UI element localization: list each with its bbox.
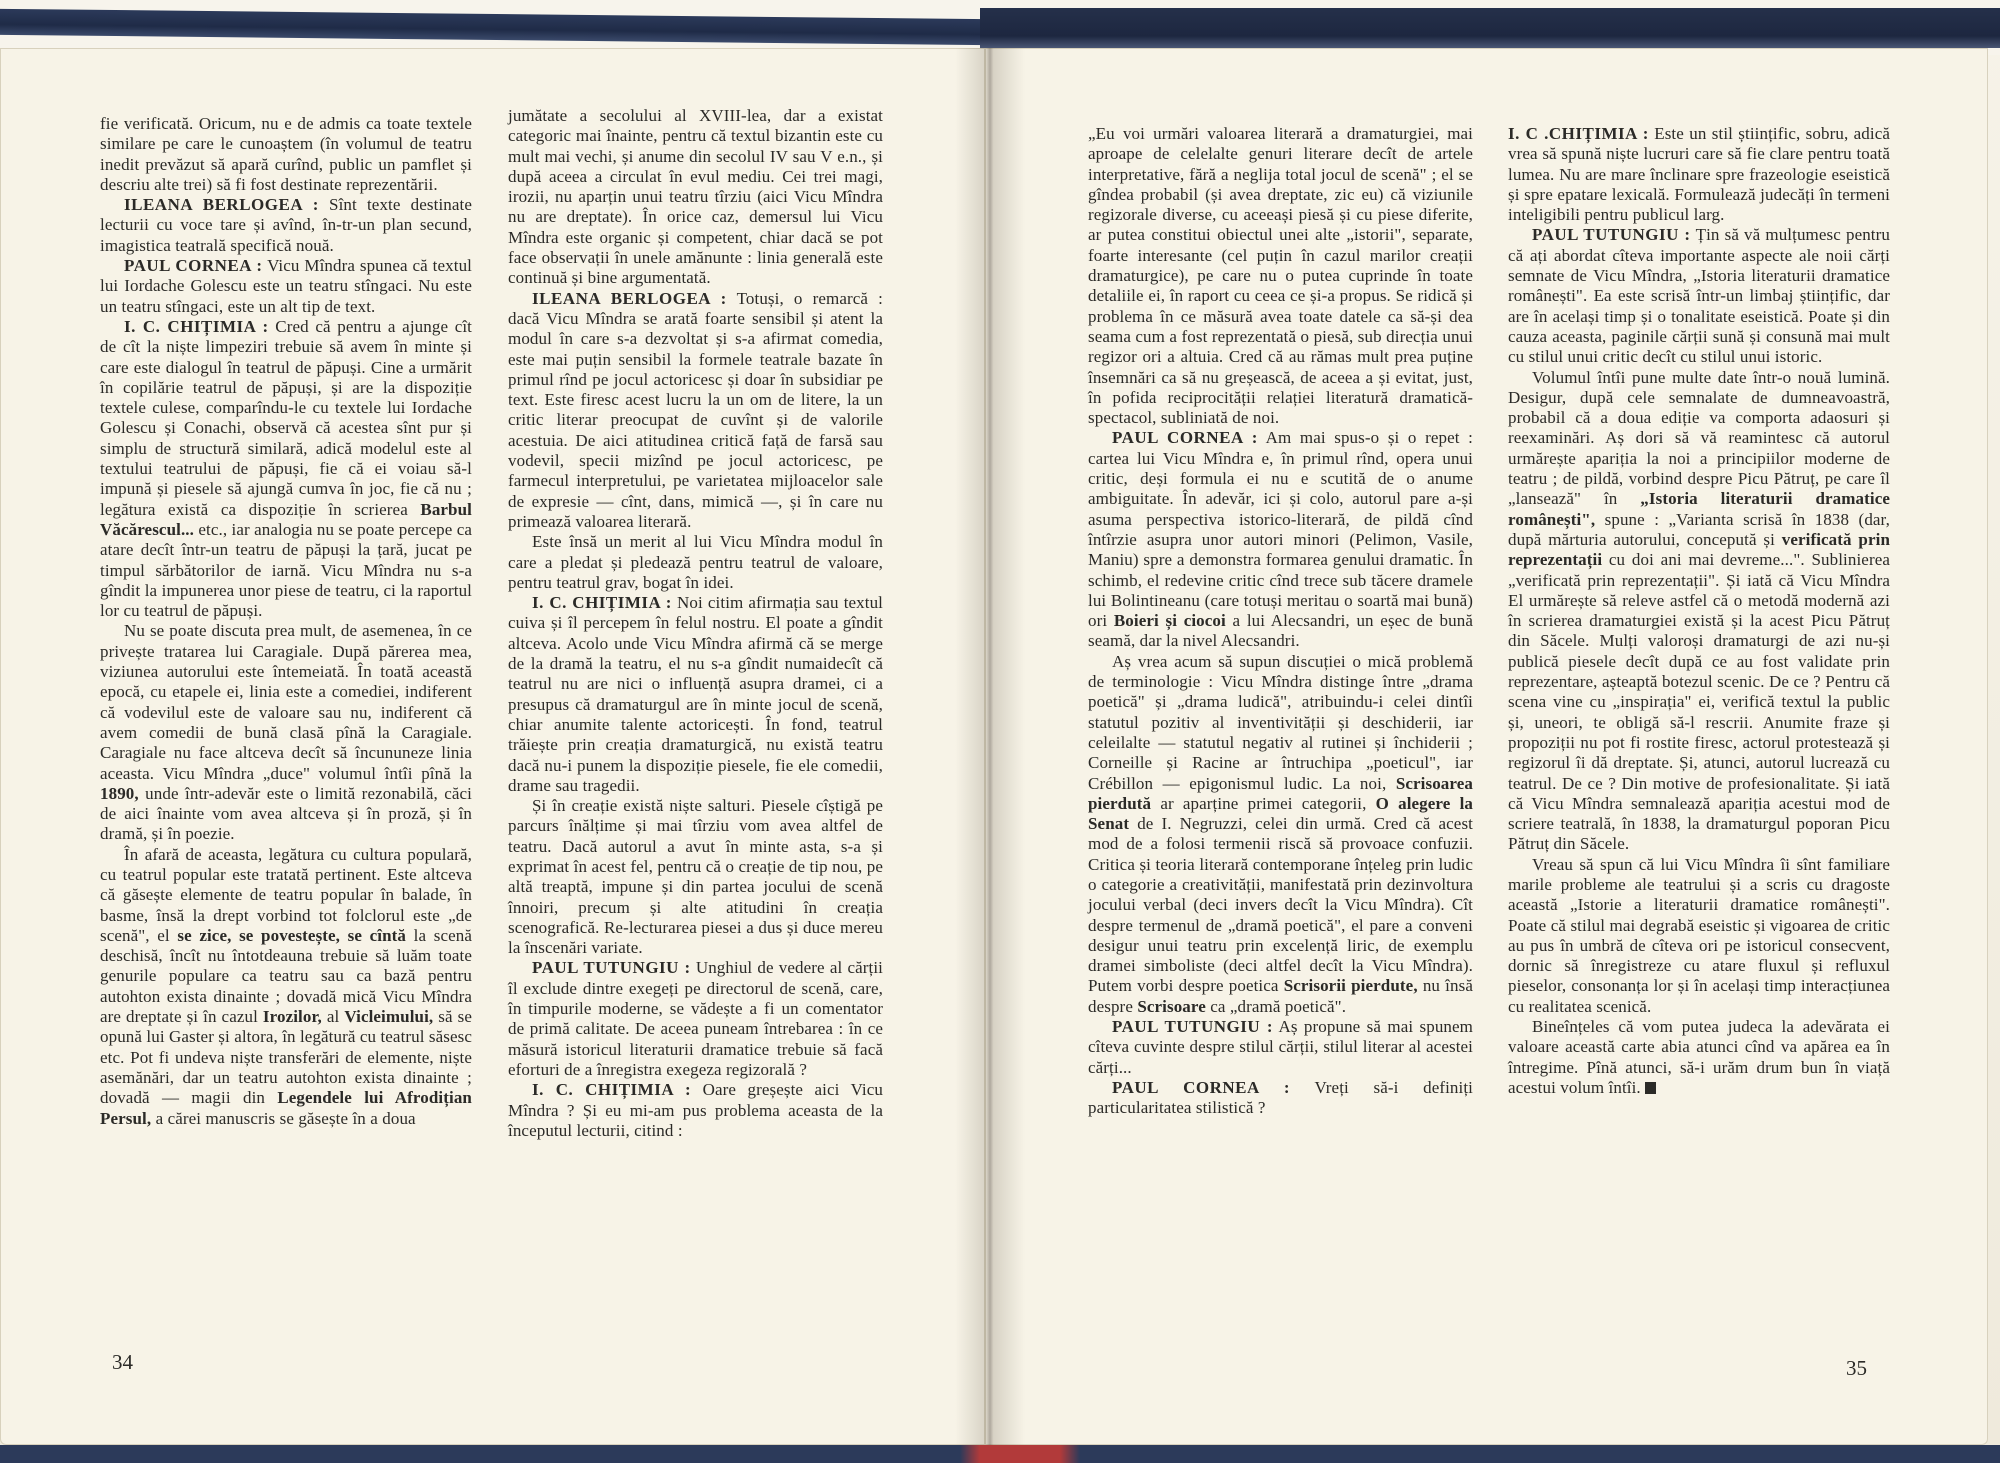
text-column-3 [1088, 124, 1473, 1119]
paragraph-text: Este un stil științific, sobru, adică vrea să spună niște lucruri care să fie clare pentru toată lumea. Nu are mare înclinare spre frazeologie eseistică și spre epatare lexicală. Formulează judecăți în termeni inteligibili pentru publicul larg. [1508, 124, 1890, 225]
emphasis: Barbul Văcărescul... [100, 499, 472, 539]
paragraph-text: să se opună lui Gaster și altora, în legătură cu teatrul săsesc etc. Pot fi undeva niște transferări de elemente, niște asemănări, dar un teatru autohton exista dinainte ; dovadă — magii din [100, 1007, 473, 1108]
paragraph-text: a cărei manuscris se găsește în a doua [155, 1108, 416, 1128]
emphasis: se zice, se povestește, se cîntă [177, 925, 407, 945]
paragraph-text: Cred că pentru a ajunge cît de cît la niște limpeziri trebuie să avem în minte și care este dialogul în teatrul de păpuși. Cine a urmărit în copilărie teatrul de păpuși, și are la dispoziție textele culese, comparîndu-le cu textele lui Iordache Golescu și Conachi, observă că acestea sînt pur și simplu de structură similară, adică modelul este al textului teatrului de păpuși, fie că ei voiau să-l impună și piesele să ajungă cumva în joc, fie că nu ; legătura există ca dispoziție în scrierea [100, 316, 472, 519]
paragraph [1088, 428, 1473, 651]
paragraph-text: etc., iar analogia nu se poate percepe ca atare decît într-un teatru de păpuși la țară, jucat pe timpul sărbătorilor de iarnă. Vicu Mîndra nu s-a gîndit la impunerea unor piese de teatru, ci la raportul lor cu teatrul de păpuși. [100, 519, 472, 621]
paragraph-text: ca „dramă poetică". [1210, 996, 1347, 1016]
paragraph-text: unde într-adevăr este o limită rezonabilă, căci de aici înainte vom avea altceva și în proză, și în dramă, și în poezie. [100, 783, 472, 844]
paragraph [508, 289, 883, 533]
speaker-name: PAUL TUTUNGIU : [1532, 225, 1691, 245]
paragraph [1508, 855, 1890, 1017]
paragraph [508, 796, 883, 958]
paragraph-text: Aș vrea acum să supun discuției o mică problemă de terminologie : Vicu Mîndra distinge între „drama poetică" și „drama ludică", atribuindu-i celei dintîi statutul pozitiv al inventivității și deschiderii, iar celeilalte — statutul negativ al rutinei și închiderii ; Corneille și Racine ar întruchipa „poeticul", iar Crébillon — epigonismul ludic. La noi, [1088, 651, 1473, 793]
emphasis: Boieri și ciocoi [1113, 611, 1226, 631]
speaker-name: I. C. CHIȚIMIA : [532, 1080, 692, 1100]
paragraph [508, 1080, 883, 1141]
paragraph [100, 845, 472, 1129]
paragraph-text: Oare greșește aici Vicu Mîndra ? Și eu mi-am pus problema aceasta de la începutul lecturii, citind : [508, 1080, 883, 1140]
paragraph [1088, 1078, 1473, 1119]
text-column-4 [1508, 124, 1890, 1098]
paragraph-text: de I. Negruzzi, celei din urmă. Cred că acest mod de a folosi termenii riscă să provoace confuzii. Critica și teoria literară contemporane înțeleg prin ludic o categorie a creativității, manifestată prin dezinvoltura jocului verbal (deci invers decît la Vicu Mîndra). Cît despre termenul de „dramă poetică", el pare a conveni desigur unui teatru prin excelență liric, de exemplu dramei simboliste (deci altfel decît la Vicu Mîndra). Putem vorbi despre poetica [1088, 814, 1473, 996]
emphasis: Legendele lui Afrodițian Persul, [100, 1088, 472, 1128]
paragraph [1088, 124, 1473, 428]
emphasis: Vicleimului, [344, 1007, 434, 1027]
speaker-name: PAUL CORNEA : [124, 256, 263, 276]
speaker-name: PAUL CORNEA : [1112, 1077, 1291, 1097]
paragraph [100, 114, 472, 195]
paragraph-text: Vreți să-i definiți particularitatea stilistică ? [1088, 1077, 1473, 1118]
paragraph-text: ar aparține primei categorii, [1160, 793, 1367, 813]
emphasis: Scrisorii pierdute, [1283, 976, 1418, 996]
paragraph [1088, 652, 1473, 1017]
paragraph [1508, 124, 1890, 225]
emphasis: 1890, [100, 783, 139, 803]
paragraph [100, 621, 472, 844]
paragraph-text: Și în creație există niște salturi. Piesele cîștigă pe parcurs înălțime și mai tîrziu vom avea altfel de teatru. Dacă autorul a avut în minte asta, s-a și exprimat în acest fel, pentru că o creație de tip nou, pe altă treaptă, impune și din partea jocului de scenă înnoiri, precum și alte atitudini în creația scenografică. Re-lecturarea piesei a dus și duce mereu la înscenări variate. [508, 796, 883, 958]
emphasis: O alegere la Senat [1088, 793, 1473, 834]
paragraph-text: la scenă deschisă, încît nu întotdeauna trebuie să luăm toate genurile populare ca teatru sau ca bază pentru autohton exista dinainte ; dovadă mică Vicu Mîndra are dreptate și în cazul [100, 925, 472, 1027]
paragraph-text: nu însă despre [1088, 976, 1473, 1016]
emphasis: „Istoria literaturii dramatice românești", [1508, 489, 1890, 529]
paragraph-text: „Eu voi urmări valoarea literară a dramaturgiei, mai aproape de celelalte genuri literare decît de artele interpretative, fără a neglija total jocul de scenă" ; el se gîndea probabil (și avea dreptate, zic eu) că viziunile regizorale diverse, cu aceeași piesă și cu piese diferite, ar putea constitui obiectul unei alte „istorii", separate, foarte interesante (cel puțin în cazul marilor creații dramaturgice), pe care nu o putea cuprinde în toate detaliile ei, în raport cu ceea ce și-a propus. Se ridică și problema în ce măsură avea toate datele ca să-și dea seama cum a fost reprezentată o piesă, sub direcția unui regizor ori a altuia. Cred că au rămas mult prea puține însemnări ca să nu greșească, de aceea a și evitat, just, în pofida reciprocității relației literatură dramatică-spectacol, subliniată de noi. [1088, 124, 1473, 428]
paragraph [100, 256, 472, 317]
paragraph-text: Noi citim afirmația sau textul cuiva și îl percepem în felul nostru. El poate a gîndit altceva. Acolo unde Vicu Mîndra afirmă că se merge de la dramă la teatru, el nu s-a gîndit numaidecît că teatrul nu are nici o influență asupra dramei, ci a presupus că dramaturgul are în minte jocul de scenă, chiar anumite talente actoricești. În fond, teatrul trăiește prin creația dramaturgică, nu există teatru dacă nu-i punem la dispoziție piesele, fie ele comedii, drame sau tragedii. [508, 593, 884, 795]
paragraph-text: Volumul întîi pune multe date într-o nouă lumină. Desigur, după cele semnalate de dumneavoastră, probabil că a doua ediție va comporta adaosuri și reexaminări. Aș dori să vă reamintesc că autorul urmărește apariția la noi a principiilor moderne de teatru ; de pildă, vorbind despre Picu Pătruț, pe care îl „lansează" în [1508, 367, 1890, 509]
emphasis: Irozilor, [262, 1007, 322, 1027]
end-of-article-mark [1645, 1082, 1656, 1094]
speaker-name: ILEANA BERLOGEA : [532, 288, 727, 308]
paragraph [508, 532, 883, 593]
speaker-name: PAUL CORNEA : [1112, 428, 1258, 448]
speaker-name: ILEANA BERLOGEA : [124, 195, 319, 215]
text-column-2 [508, 106, 883, 1141]
paragraph [508, 958, 883, 1080]
paragraph [1508, 1017, 1890, 1098]
cover-binding-right [980, 8, 2000, 48]
emphasis: Scrisoare [1137, 996, 1206, 1016]
speaker-name: I. C .CHIȚIMIA : [1508, 124, 1649, 143]
paragraph-text: fie verificată. Oricum, nu e de admis ca toate textele similare pe care le cunoaștem (în volumul de teatru inedit prevăzut să apară curînd, public un pamflet și descriu alte trei) să fi fost destinate reprezentării. [100, 114, 472, 194]
paragraph-text: Este însă un merit al lui Vicu Mîndra modul în care a pledat și pledează pentru teatrul de valoare, pentru teatrul grav, bogat în idei. [508, 532, 883, 592]
paragraph-text: Vicu Mîndra spunea că textul lui Iordache Golescu este un teatru stîngaci. Nu este un teatru stîngaci, este un alt tip de text. [100, 256, 472, 316]
speaker-name: PAUL TUTUNGIU : [1112, 1017, 1274, 1037]
paragraph-text: Țin să vă mulțumesc pentru că ați abordat cîteva importante aspecte ale noii cărți semnate de Vicu Mîndra, „Istoria literaturii dramatice românești". Ea este scrisă într-un limbaj științific, dar are în același timp și o tonalitate eseistică. Poate și din cauza aceasta, paginile cărții sună și consună mai mult cu stilul unui critic decît cu stilul unui istoric. [1508, 225, 1890, 367]
emphasis: verificată prin reprezentații [1508, 529, 1890, 570]
paragraph-text: Nu se poate discuta prea mult, de asemenea, în ce privește tratarea lui Caragiale. După părerea mea, viziunea autorului este întemeiată. În toată această epocă, cu etapele ei, linia este a comediei, indiferent că vodevilul este de valoare sau nu, indiferent că avem comedii de bună clasă pînă la Caragiale. Caragiale nu face altceva decît să încununeze linia aceasta. Vicu Mîndra „duce" volumul întîi pînă la [100, 621, 472, 783]
speaker-name: I. C. CHIȚIMIA : [532, 593, 672, 613]
paragraph-text: În afară de aceasta, legătura cu cultura populară, cu teatrul popular este tratată pertinent. Este altceva că găsește elemente de teatru popular în balade, în basme, însă la drept vorbind tot folclorul este „de scenă", el [100, 844, 472, 945]
paragraph-text: Bineînțeles că vom putea judeca la adevărata ei valoare această carte abia atunci cînd va apărea ea în întregime. Pînă atunci, să-i urăm drum bun în viață acestui volum întîi. [1508, 1017, 1890, 1097]
paragraph [1508, 368, 1890, 855]
text-column-1 [100, 114, 472, 1129]
paragraph [100, 195, 472, 256]
speaker-name: I. C. CHIȚIMIA : [124, 316, 269, 336]
page-number-left: 34 [112, 1350, 133, 1374]
paragraph-text: Totuși, o remarcă : dacă Vicu Mîndra se arată foarte sensibil și atent la modul în care s-a dezvoltat și s-a afirmat comedia, este mai puțin sensibil la formele teatrale bazate în primul rînd pe jocul actoricesc și doar în subsidiar pe text. Este firesc acest lucru la un om de litere, la un critic literar preocupat de cuvînt și de valorile acestuia. De aici atitudinea critică față de farsă sau vodevil, specii mizînd pe jocul actoricesc, pe farmecul interpretului, pe varietatea mijloacelor sale de expresie — cînt, dans, mimică —, și în care nu primează valoarea literară. [508, 288, 884, 531]
paragraph-text: jumătate a secolului al XVIII-lea, dar a existat categoric mai înainte, pentru că textul bizantin este cu mult mai vechi, și anume din secolul IV sau V e.n., și după aceea a circulat în evul mediu. Cei trei magi, irozii, nu aparțin unui teatru tîrziu (aici Vicu Mîndra nu are dreptate). În orice caz, demersul lui Vicu Mîndra este organic și competent, chiar dacă se pot face observații în unele amănunte : linia generală este continuă și bine argumentată. [508, 106, 883, 288]
speaker-name: PAUL TUTUNGIU : [532, 958, 691, 978]
paragraph-text: a lui Alecsandri, un eșec de bună seamă, dar la nivel Alecsandri. [1088, 611, 1473, 651]
page-number-right: 35 [1846, 1356, 1867, 1380]
cover-bottom-edge [0, 1445, 2000, 1463]
emphasis: Scrisoarea pierdută [1088, 773, 1473, 813]
book-gutter [955, 48, 1025, 1445]
paragraph [100, 317, 472, 621]
paragraph-text: Unghiul de vedere al cărții îl exclude dintre exegeți pe directorul de scenă, care, în timpurile moderne, se vădește a fi un comentator de primă calitate. De aceea puneam întrebarea : în ce măsură istoricul literaturii dramatice trebuie să facă eforturi de a înregistra exegeza regizorală ? [508, 958, 883, 1079]
paragraph [1088, 1017, 1473, 1078]
paragraph-text: spune : „Varianta scrisă în 1838 (dar, după mărturia autorului, concepută și [1508, 509, 1890, 549]
paragraph-text: Aș propune să mai spunem cîteva cuvinte despre stilul cărții, stilul literar al acestei cărți... [1088, 1017, 1473, 1077]
paragraph [508, 593, 883, 796]
paragraph [1508, 225, 1890, 367]
paragraph-text: al [326, 1007, 340, 1027]
paragraph-text: Am mai spus-o și o repet : cartea lui Vicu Mîndra e, în primul rînd, opera unui critic, deși formula ei nu e scutită de o anume ambiguitate. În adevăr, ici și colo, autorul pare a-și asuma perspectiva istorico-literară, de pildă cînd întîrzie asupra unor autori minori (Pelimon, Vasile, Maniu) spre a demonstra formarea genului dramatic. În schimb, el redevine critic cînd trece sub tăcere dramele lui Bolintineanu (care totuși meritau o soartă mai bună) ori [1088, 428, 1473, 631]
paragraph-text: Vreau să spun că lui Vicu Mîndra îi sînt familiare marile probleme ale teatrului și a scris cu dragoste această „Istorie a literaturii dramatice românești". Poate că stilul mai degrabă eseistic și vigoarea de critic au pus în umbră de cîteva ori pe istoricul consecvent, dornic să înregistreze cu atare fluxul și refluxul pieselor, consonanța lor și în același timp interacțiunea cu realitatea scenică. [1508, 854, 1890, 1016]
paragraph [508, 106, 883, 289]
paragraph-text: Sînt texte destinate lecturii cu voce tare și avînd, în-tr-un plan secund, imagistica teatrală specifică nouă. [100, 195, 472, 255]
paragraph-text: cu doi ani mai devreme...". Sublinierea „verificată prin reprezentații". Și iată că Vicu Mîndra El urmărește să releve astfel că o metodă modernă azi în scrierea dramaturgiei există și la acest Picu Pătruț din Săcele. Mulți valoroși dramaturgi de azi nu-și publică piesele decît după ce au fost validate prin reprezentare, așteaptă botezul scenic. De ce ? Pentru că scena vine cu „inspirația" ei, verifică textul la public și, uneori, te obligă să-l rescrii. Anumite fraze și propoziții nu pot fi rostite firesc, actorul protestează și regizorul îi dă dreptate. Și, atunci, autorul lucrează cu teatrul. De ce ? Din motive de profesionalitate. Și iată că Vicu Mîndra semnalează apariția acestui mod de scriere teatrală, în 1838, la dramaturgul poporan Picu Pătruț din Săcele. [1508, 550, 1890, 854]
